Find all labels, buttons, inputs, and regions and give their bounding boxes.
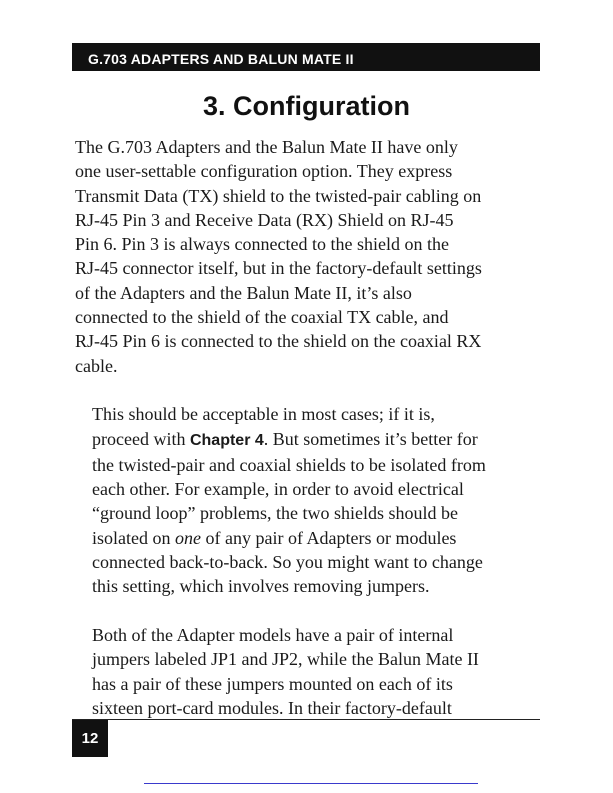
paragraph-3 <box>75 623 545 720</box>
body-text <box>75 135 545 744</box>
text-span: of any pair of Adapters or modules <box>201 527 457 548</box>
text-line: of the Adapters and the Balun Mate II, it’s also <box>75 282 412 303</box>
text-line: RJ-45 Pin 6 is connected to the shield on the coaxial RX <box>75 331 482 352</box>
page-number-label: 12 <box>81 730 99 747</box>
text-line: cable. <box>75 355 118 376</box>
page-number <box>72 720 108 757</box>
bottom-link-underline <box>144 783 478 784</box>
text-line: each other. For example, in order to avoid electrical <box>92 479 464 500</box>
section-title: 3. Configuration <box>203 91 410 121</box>
text-line: this setting, which involves removing jumpers. <box>92 576 430 597</box>
text-line: Both of the Adapter models have a pair of internal <box>92 624 454 645</box>
running-header-title: G.703 ADAPTERS AND BALUN MATE II <box>88 51 354 67</box>
text-line: Transmit Data (TX) shield to the twisted-pair cabling on <box>75 185 482 206</box>
emphasis: one <box>175 527 201 548</box>
text-line: Pin 6. Pin 3 is always connected to the shield on the <box>75 234 449 255</box>
text-span: proceed with <box>92 428 190 449</box>
text-line: jumpers labeled JP1 and JP2, while the Balun Mate II <box>92 649 479 670</box>
footer-divider <box>72 719 540 720</box>
chapter-reference: Chapter 4 <box>189 431 264 449</box>
text-line <box>75 526 545 550</box>
text-line: the twisted-pair and coaxial shields to be isolated from <box>92 454 486 475</box>
text-line: “ground loop” problems, the two shields should be <box>92 503 458 524</box>
text-line: has a pair of these jumpers mounted on each of its <box>92 673 453 694</box>
text-line: RJ-45 connector itself, but in the factory-default settings <box>75 258 482 279</box>
text-line: connected back-to-back. So you might want to change <box>92 552 483 573</box>
text-line: The G.703 Adapters and the Balun Mate II have only <box>75 137 458 157</box>
text-span: . But sometimes it’s better for <box>263 428 478 449</box>
paragraph-2 <box>75 402 545 598</box>
text-line: RJ-45 Pin 3 and Receive Data (RX) Shield on RJ-45 <box>75 209 454 230</box>
text-line: sixteen port-card modules. In their factory-default <box>92 697 452 718</box>
text-line: one user-settable configuration option. They express <box>75 161 453 182</box>
text-span: isolated on <box>92 527 175 548</box>
text-line: This should be acceptable in most cases; if it is, <box>92 404 435 425</box>
running-header <box>72 43 540 71</box>
text-line <box>75 427 545 453</box>
paragraph-1 <box>75 135 545 378</box>
text-line: connected to the shield of the coaxial TX cable, and <box>75 307 449 328</box>
